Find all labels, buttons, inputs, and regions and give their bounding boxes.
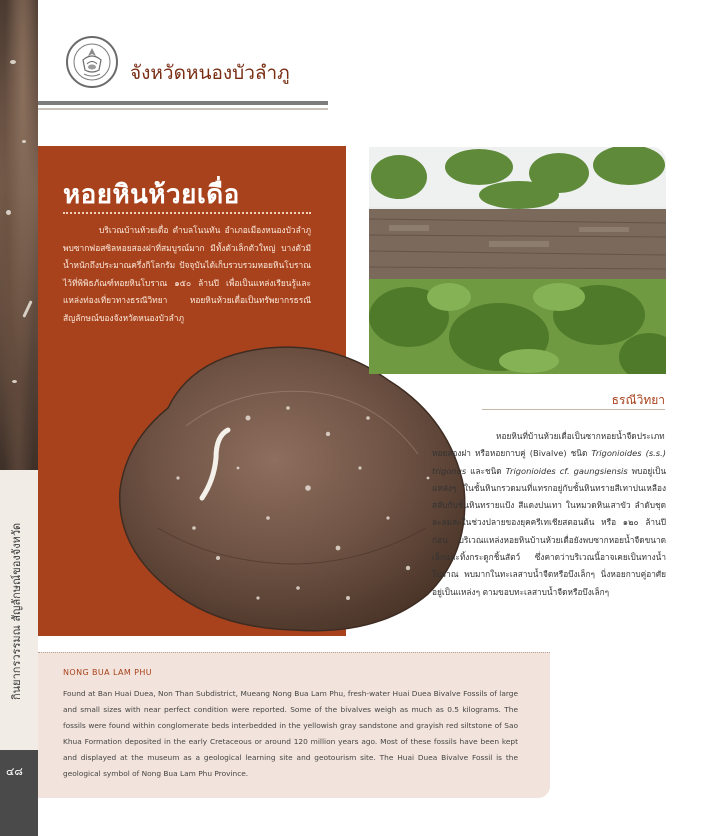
english-heading: NONG BUA LAM PHU (63, 668, 153, 677)
geology-paragraph (432, 428, 666, 601)
page-heading: หอยหินห้วยเดื่อ (63, 180, 240, 210)
header-divider-light (38, 108, 328, 110)
page-number: ๔๘ (6, 765, 23, 778)
species-name-2: Trigonioides cf. gaungsiensis (505, 465, 628, 476)
provincial-seal-icon (66, 36, 118, 88)
outcrop-photo (369, 147, 666, 374)
intro-paragraph: บริเวณบ้านห้วยเดื่อ ตำบลโนนทัน อำเภอเมืองหนองบัวลำภู พบซากฟอสซิลหอยสองฝาที่สมบูรณ์มาก มีทั้งตัวเล็กตัวใหญ่ บางตัวมีน้ำหนักถึงประมาณครึ่งกิโลกรัม ปัจจุบันได้เก็บรวบรวมหอยหินโบราณไว้ที่พิพิธภัณฑ์หอยหินโบราณ ๑๕๐ ล้านปี เพื่อเป็นแหล่งเรียนรู้และแหล่งท่องเที่ยวทางธรณีวิทยา หอยหินห้วยเดื่อเป็นทรัพยากรธรณีสัญลักษณ์ของจังหวัดหนองบัวลำภู (63, 225, 311, 323)
english-paragraph: Found at Ban Huai Duea, Non Than Subdistrict, Mueang Nong Bua Lam Phu, fresh-water Huai Duea Bivalve Fossils of large and small sizes with near perfect condition were reported. Some of the bivalves weigh as much as 0.5 kilograms. The fossils were found within conglomerate beds interbedded in the yellowish gray sandstone and grayish red siltstone of Sao Khua Formation deposited in the early Cretaceous or around 120 million years ago. Most of these fossils have been kept and displayed at the museum as a geological learning site and geotourism site. The Huai Duea Bivalve Fossil is the geological symbol of Nong Bua Lam Phu Province. (63, 689, 518, 779)
geology-rule (482, 409, 665, 410)
left-rock-photo (0, 0, 38, 470)
species-name-1: Trigonioides (s.s.) trigonus (432, 448, 666, 476)
heading-dotted-rule (63, 212, 311, 214)
geology-heading: ธรณีวิทยา (611, 393, 665, 407)
geology-text-2: และชนิด (466, 465, 506, 476)
geology-text-1: หอยหินที่บ้านห้วยเดื่อเป็นซากหอยน้ำจืดประเภทหอยสองฝา หรือหอยกาบคู่ (Bivalve) ชนิด (432, 431, 665, 459)
vertical-section-title: กินยากรวรรมณ สัญลักษณ์ของจังหวัด (10, 522, 23, 700)
header-divider (38, 101, 328, 105)
geology-text-3: พบอยู่เป็นแหล่งๆ ในชั้นหินกรวดมนที่แทรกอยู่กับชั้นหินทรายสีเทาปนเหลือง สลับกับชั้นหินทรายแป้ง สีแดงปนเทา ในหมวดหินเสาขัว ลำดับชุด ละลมสะในช่วงปลายของยุคครีเทเชียสตอนต้น หรือ ๑๒๐ ล้านปีก่อน บริเวณแหล่งหอยหินบ้านห้วยเดื่อยังพบซากหอยน้ำจืดขนาดเล็กและทิ้งกระดูกชิ้นสัตว์ ซึ่งคาดว่าบริเวณนี้อาจเคยเป็นทางน้ำโบราณ พบมากในทะเลสาบน้ำจืดหรือบึงเล็กๆ นิ่งหอยกาบคู่อาศัยอยู่เป็นแหล่งๆ ตามขอบทะเลสาบน้ำจืดหรือบึงเล็กๆ (432, 465, 666, 597)
english-box-rule (38, 652, 550, 653)
fossil-rock-image (98, 338, 470, 636)
left-strip (0, 0, 38, 836)
province-title: จังหวัดหนองบัวลำภู (130, 62, 290, 84)
